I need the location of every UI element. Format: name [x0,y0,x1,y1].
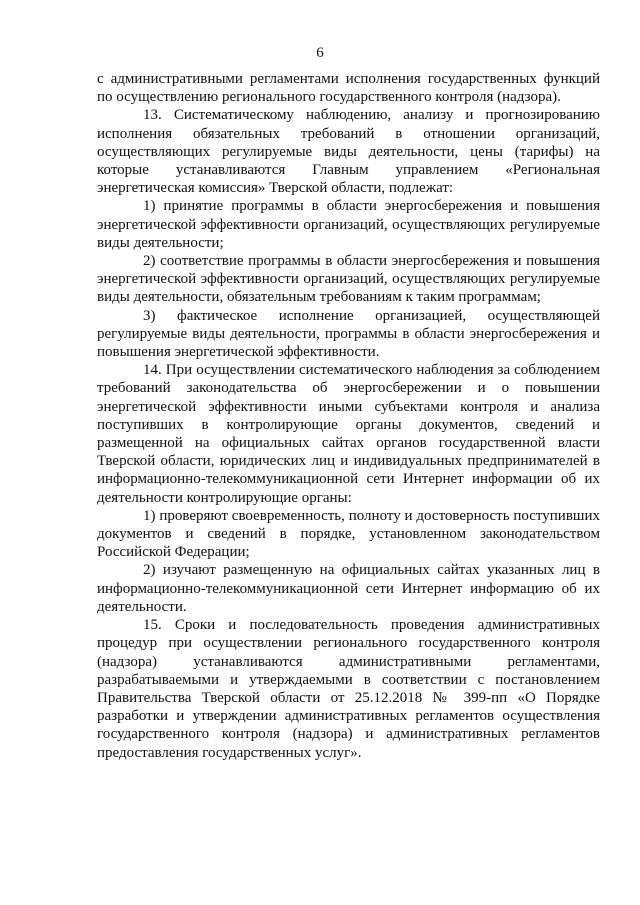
paragraph-13-subitem-2: 2) соответствие программы в области энергосбережения и повышения энергетической эффективности организаций, осуществляющих регулируемые виды деятельности, обязательным требованиям к таким программам; [97,253,600,306]
paragraph-13-subitem-1: 1) принятие программы в области энергосбережения и повышения энергетической эффективности организаций, осуществляющих регулируемые виды деятельности; [97,198,600,251]
document-body [97,70,600,762]
page-number: 6 [316,45,324,61]
paragraph-item-14: 14. При осуществлении систематического наблюдения за соблюдением требований законодательства об энергосбережении и о повышении энергетической эффективности иными субъектами контроля и анализа поступивших в контролирующие органы документов, сведений и размещенной на официальных сайтах органов государственной власти Тверской области, юридических лиц и индивидуальных предпринимателей в информационно-телекоммуникационной сети Интернет информации об их деятельности контролирующие органы: [97,362,600,506]
paragraph-14-subitem-2: 2) изучают размещенную на официальных сайтах указанных лиц в информационно-телекоммуникационной сети Интернет информацию об их деятельности. [97,562,600,615]
paragraph-continuation: с административными регламентами исполнения государственных функций по осуществлению регионального государственного контроля (надзора). [97,71,600,106]
paragraph-13-subitem-3: 3) фактическое исполнение организацией, осуществляющей регулируемые виды деятельности, программы в области энергосбережения и повышения энергетической эффективности. [97,307,600,361]
paragraph-14-subitem-1: 1) проверяют своевременность, полноту и достоверность поступивших документов и сведений в порядке, установленном законодательством Российской Федерации; [97,507,600,561]
paragraph-item-13: 13. Систематическому наблюдению, анализу и прогнозированию исполнения обязательных требований в отношении организаций, осуществляющих регулируемые виды деятельности, цены (тарифы) на которые устанавливаются Главным управлением «Региональная энергетическая комиссия» Тверской области, подлежат: [97,107,600,197]
paragraph-item-15: 15. Сроки и последовательность проведения административных процедур при осуществлении регионального государственного контроля (надзора) устанавливаются административными регламентами, разрабатываемыми и утверждаемыми в соответствии с постановлением Правительства Тверской области от 25.12.2018 № 399-пп «О Порядке разработки и утверждении административных регламентов осуществления государственного контроля (надзора) и административных регламентов предоставления государственных услуг». [97,617,600,761]
